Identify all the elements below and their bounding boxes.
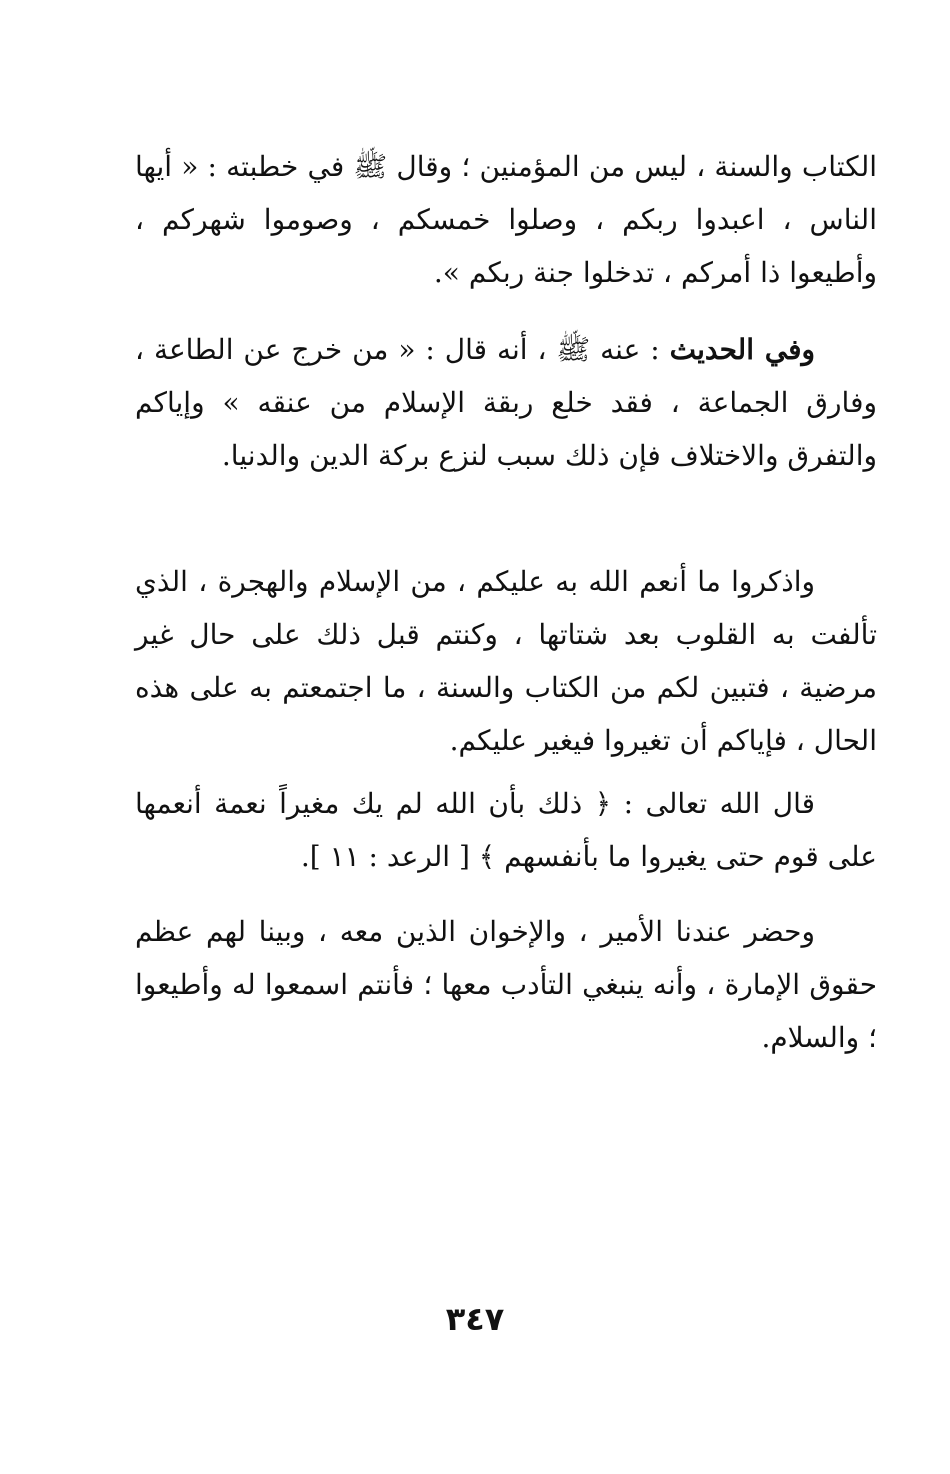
page-number: ٣٤٧: [445, 1300, 505, 1338]
paragraph-text: واذكروا ما أنعم الله به عليكم ، من الإسلام والهجرة ، الذي تألفت به القلوب بعد شتاتها ، وكنتم قبل ذلك على حال غير مرضية ، فتبين لكم من الكتاب والسنة ، ما اجتمعتم به على هذه الحال ، فإياكم أن تغيروا فيغير عليكم.: [135, 565, 877, 757]
paragraph-text: الكتاب والسنة ، ليس من المؤمنين ؛ وقال ﷺ في خطبته : « أيها الناس ، اعبدوا ربكم ، وصلوا خمسكم ، وصوموا شهركم ، وأطيعوا ذا أمركم ، تدخلوا جنة ربكم ».: [135, 150, 878, 289]
paragraph-text: : عنه ﷺ ، أنه قال : « من خرج عن الطاعة ، وفارق الجماعة ، فقد خلع ربقة الإسلام من عنقه » وإياكم والتفرق والاختلاف فإن ذلك سبب لنزع بركة الدين والدنيا.: [135, 333, 877, 472]
paragraph-text-container: [135, 323, 877, 482]
paragraph-hadith: [135, 323, 877, 482]
paragraph-khutbah: [135, 140, 877, 299]
paragraph-lead: وفي الحديث: [669, 333, 815, 366]
paragraph-blessing: [135, 555, 877, 767]
paragraph-text: قال الله تعالى : ﴿ ذلك بأن الله لم يك مغيراً نعمة أنعمها على قوم حتى يغيروا ما بأنفسهم ﴾ [ الرعد : ١١ ].: [135, 787, 877, 873]
paragraph-amir: [135, 905, 877, 1064]
paragraph-text: وحضر عندنا الأمير ، والإخوان الذين معه ، وبينا لهم عظم حقوق الإمارة ، وأنه ينبغي التأدب معها ؛ فأنتم اسمعوا له وأطيعوا ؛ والسلام.: [135, 915, 877, 1054]
paragraph-quran-verse: [135, 777, 877, 883]
